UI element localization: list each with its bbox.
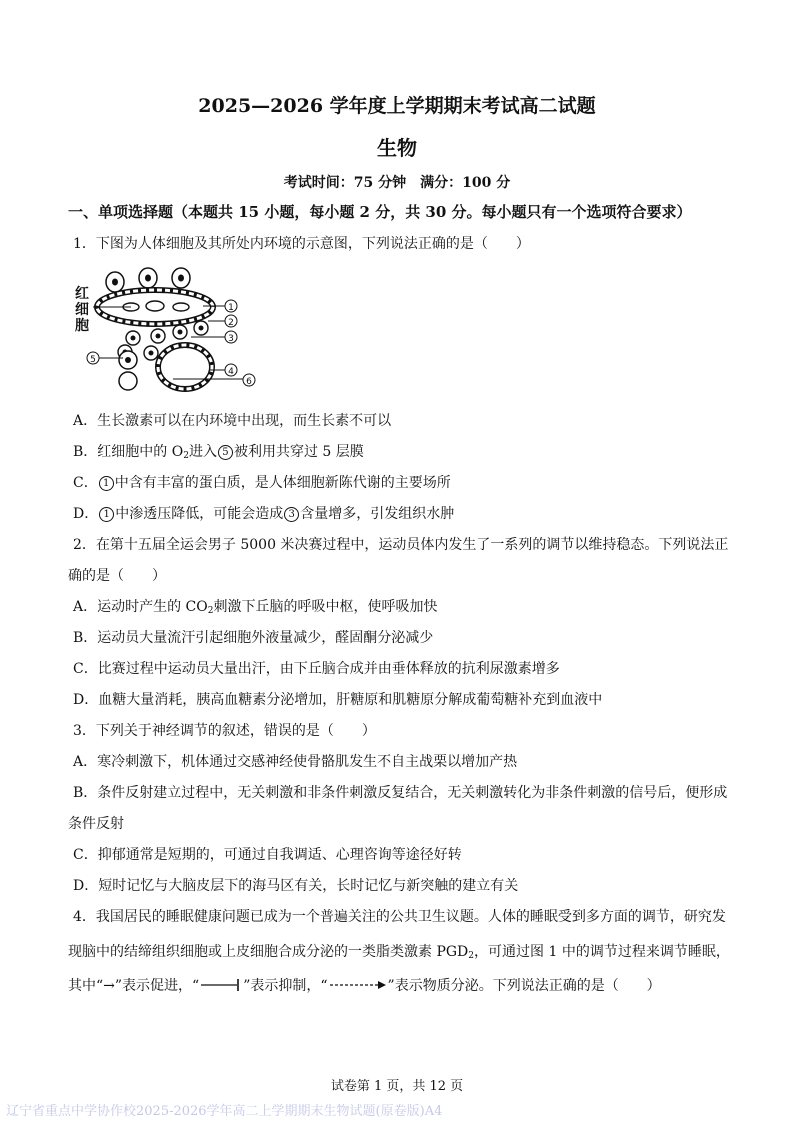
q3-option-a: A．寒冷刺激下，机体通过交感神经使骨骼肌发生不自主战栗以增加产热: [73, 754, 518, 770]
q1-option-d: D． 1 中渗透压降低，可能会造成 3 含量增多，引发组织水肿: [73, 506, 455, 522]
q2-option-b: B．运动员大量流汗引起细胞外液量减少，醛固酮分泌减少: [73, 630, 434, 646]
label-2: 2: [228, 318, 234, 328]
q3-option-b-line2: 条件反射: [68, 816, 124, 832]
q4-line3: 其中“→”表示促进，“ ”表示抑制，“ ”表示物质分泌。下列说法正确的是（ ）: [68, 978, 661, 994]
q3-option-b-line1: B．条件反射建立过程中，无关刺激和非条件刺激反复结合，无关刺激转化为非条件刺激的信号后，便形成: [73, 785, 728, 801]
q1-stem: 1．下图为人体细胞及其所处内环境的示意图，下列说法正确的是（ ）: [73, 236, 530, 252]
cell-environment-diagram: [73, 266, 263, 396]
q4-line1: 4．我国居民的睡眠健康问题已成为一个普遍关注的公共卫生议题。人体的睡眠受到多方面的调节，研究发: [73, 909, 726, 925]
capillary-vessel: [93, 290, 213, 324]
inhibit-symbol-icon: [199, 978, 243, 992]
label-3: 3: [228, 334, 234, 344]
q1-option-c: C． 1 中含有丰富的蛋白质，是人体细胞新陈代谢的主要场所: [73, 475, 451, 491]
label-1: 1: [228, 303, 234, 313]
q1-option-b: B．红细胞中的 $O_2$进入 5 被利用共穿过 5 层膜: [73, 444, 364, 461]
exam-title: 2025—2026 学年度上学期期末考试高二试题: [198, 95, 596, 117]
red-blood-cell: [123, 301, 189, 311]
q3-option-d: D．短时记忆与大脑皮层下的海马区有关，长时记忆与新突触的建立有关: [73, 878, 519, 894]
subject-title: 生物: [377, 136, 417, 160]
watermark: 辽宁省重点中学协作校2025-2026学年高二上学期期末生物试题(原卷版)A4: [6, 1104, 443, 1119]
secretion-arrow-icon: [328, 978, 388, 992]
section-heading: 一、单项选择题（本题共 15 小题，每小题 2 分，共 30 分。每小题只有一个选项符合要求）: [68, 203, 692, 221]
page-footer: 试卷第 1 页，共 12 页: [330, 1079, 464, 1094]
exam-info: 考试时间：75 分钟 满分：100 分: [283, 175, 511, 191]
label-6: 6: [246, 377, 252, 387]
q2-option-a: A．运动时产生的 $CO_2$刺激下丘脑的呼吸中枢，使呼吸加快: [73, 599, 438, 616]
q3-stem: 3．下列关于神经调节的叙述，错误的是（ ）: [73, 723, 376, 739]
q1-figure: [73, 266, 263, 396]
label-5: 5: [90, 355, 96, 365]
q2-stem-line1: 2．在第十五届全运会男子 5000 米决赛过程中，运动员体内发生了一系列的调节以维持稳态。下列说法正: [73, 537, 729, 553]
q2-option-c: C．比赛过程中运动员大量出汗，由下丘脑合成并由垂体释放的抗利尿激素增多: [73, 661, 560, 677]
q4-line2: 现脑中的结缔组织细胞或上皮细胞合成分泌的一类脂类激素 $PGD_2$，可通过图 1 中的调节过程来调节睡眠，: [68, 944, 730, 961]
label-4: 4: [228, 367, 234, 377]
q3-option-c: C．抑郁通常是短期的，可通过自我调适、心理咨询等途径好转: [73, 847, 462, 863]
q2-option-d: D．血糖大量消耗，胰高血糖素分泌增加，肝糖原和肌糖原分解成葡萄糖补充到血液中: [73, 692, 603, 708]
rbc-label: 红细胞: [75, 286, 89, 334]
q2-stem-line2: 确的是（ ）: [68, 568, 166, 584]
q1-option-a: A．生长激素可以在内环境中出现，而生长素不可以: [73, 413, 392, 429]
